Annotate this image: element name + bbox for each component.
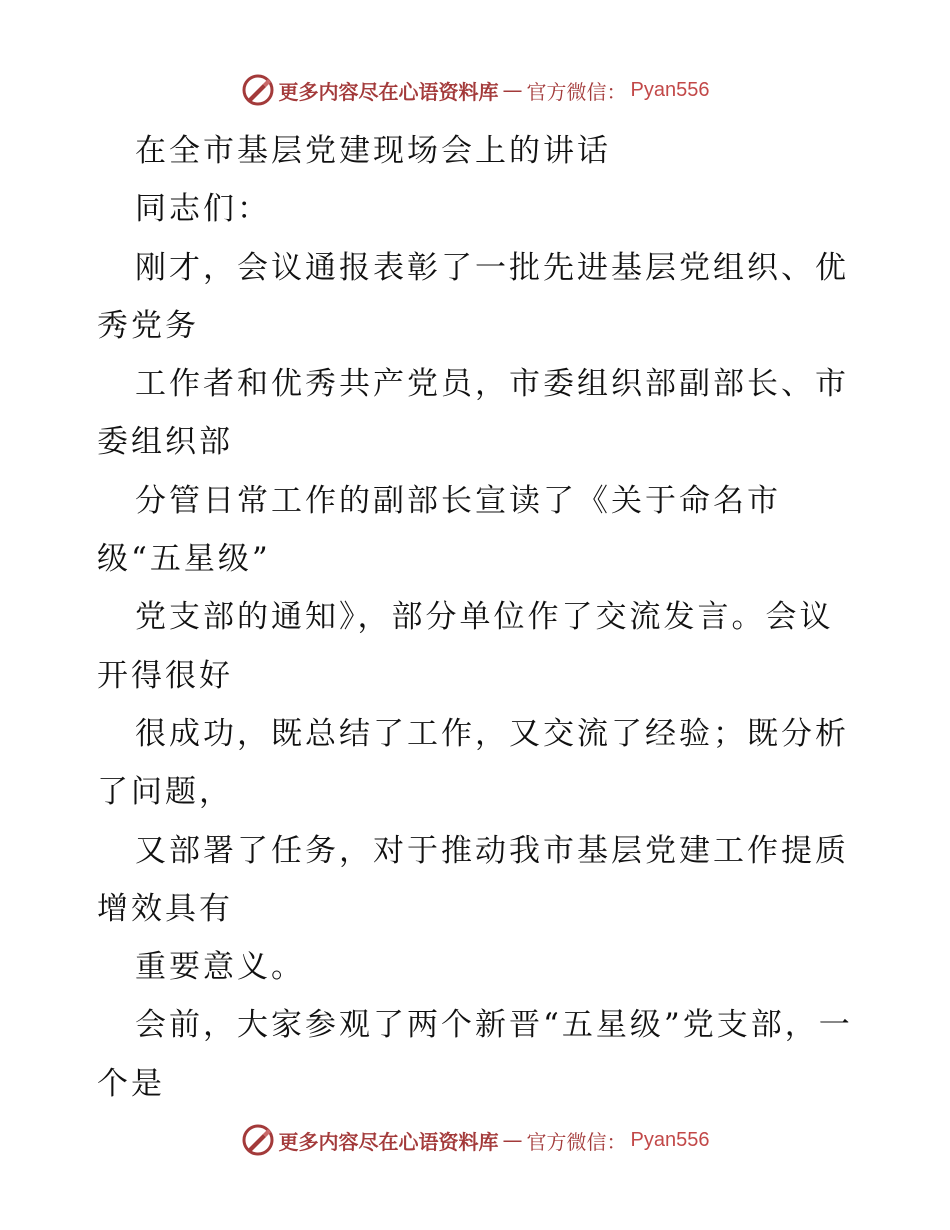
banner-wechat-id: Pyan556 xyxy=(630,78,710,101)
salutation: 同志们： xyxy=(135,191,271,228)
document-title: 在全市基层党建现场会上的讲话 xyxy=(135,133,611,169)
paragraph: 党支部的通知》，部分单位作了交流发言。会议开得很好 xyxy=(97,599,834,694)
footer-banner xyxy=(0,1120,950,1160)
banner-wechat-id: Pyan556 xyxy=(630,1128,710,1151)
ink-pen-logo-icon xyxy=(241,73,275,107)
header-banner xyxy=(0,70,950,110)
paragraph: 会前，大家参观了两个新晋“五星级”党支部，一个是 xyxy=(97,1007,853,1102)
paragraph: 刚才，会议通报表彰了一批先进基层党组织、优秀党务 xyxy=(97,249,849,344)
banner-wechat-label: 官方微信： xyxy=(526,79,627,104)
banner-wechat-label: 官方微信： xyxy=(526,1129,627,1154)
banner-dash: — xyxy=(502,1128,523,1152)
banner-text: 更多内容尽在心语资料库 xyxy=(278,1129,499,1154)
document-body xyxy=(97,122,857,1113)
paragraph: 重要意义。 xyxy=(135,949,305,986)
ink-pen-logo-icon xyxy=(241,1123,275,1157)
paragraph: 又部署了任务，对于推动我市基层党建工作提质增效具有 xyxy=(97,832,849,927)
paragraph: 工作者和优秀共产党员，市委组织部副部长、市委组织部 xyxy=(97,366,849,461)
paragraph: 分管日常工作的副部长宣读了《关于命名市级“五星级” xyxy=(97,482,781,578)
banner-dash: — xyxy=(502,78,523,102)
paragraph: 很成功，既总结了工作，又交流了经验；既分析了问题， xyxy=(97,715,849,811)
banner-text: 更多内容尽在心语资料库 xyxy=(278,79,499,104)
